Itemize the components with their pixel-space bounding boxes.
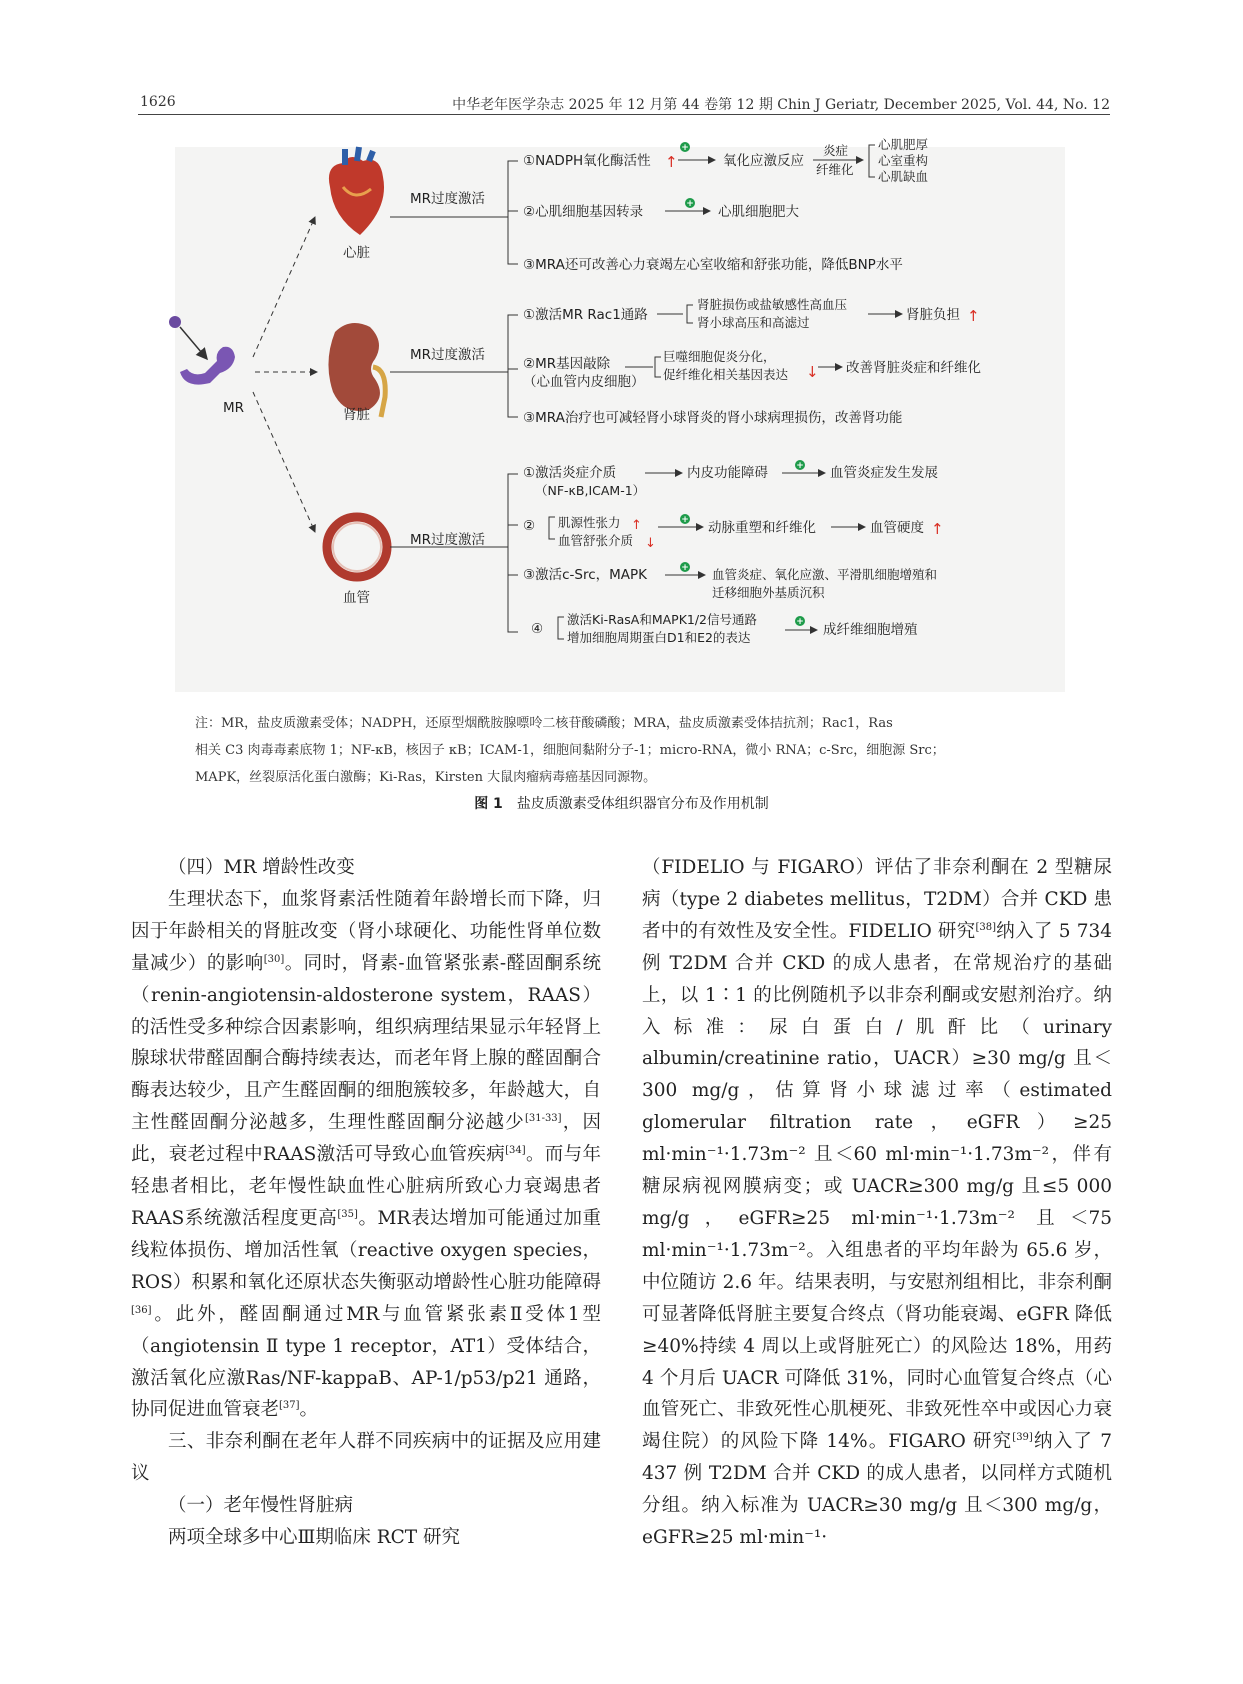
svg-text:血管炎症、氧化应激、平滑肌细胞增殖和: 血管炎症、氧化应激、平滑肌细胞增殖和 [712,567,938,582]
mr-label: MR [223,400,245,416]
figure-note: 注：MR，盐皮质激素受体；NADPH，还原型烟酰胺腺嘌呤二核苷酸磷酸；MRA，盐皮质激素受体拮抗剂；Rac1，Ras 相关 C3 肉毒毒素底物 1；NF-κB，核因子 κB；ICAM-1，细胞间黏附分子-1；micro-RNA，微小 RNA；c-Src，细胞源 Src； MAPK，丝裂原活化蛋白激酶；Ki-Ras，Kirsten 大鼠肉瘤病毒癌基因同源物。 [195,716,945,785]
heart-path-2: ②心肌细胞基因转录 [523,204,644,220]
svg-text:心肌肥厚: 心肌肥厚 [878,137,929,152]
left-column [131,852,601,1554]
heart-path-2-out: 心肌细胞肥大 [718,204,799,220]
heart-path-3: ③MRA还可改善心力衰竭左心室收缩和舒张功能，降低BNP水平 [523,257,903,273]
svg-text:肾小球高压和高滤过: 肾小球高压和高滤过 [697,315,810,330]
svg-text:促纤维化相关基因表达: 促纤维化相关基因表达 [663,367,789,382]
svg-text:巨噬细胞促炎分化，: 巨噬细胞促炎分化， [663,349,776,364]
right-column [642,852,1112,1554]
heart-label: 心脏 [343,245,370,261]
figure-caption: 图 1 盐皮质激素受体组织器官分布及作用机制 [474,796,769,812]
paragraph: （FIDELIO 与 FIGARO）评估了非奈利酮在 2 型糖尿病（type 2 diabetes mellitus，T2DM）合并 CKD 患者中的有效性及安全性。FIDELIO 研究[38]纳入了 5 734 例 T2DM 合并 CKD 的成人患者，在常规治疗的基础上，以 1∶1 的比例随机予以非奈利酮或安慰剂治疗。纳入标准：尿白蛋白/肌酐比（urinary albumin/creatinine ratio，UACR）≥30 mg/g 且＜300 mg/g，估算肾小球滤过率（estimated glomerular filtration rate，eGFR）≥25 ml·min⁻¹·1.73m⁻² 且＜60 ml·min⁻¹·1.73m⁻²，伴有糖尿病视网膜病变；或 UACR≥300 mg/g 且≤5 000 mg/g，eGFR≥25 ml·min⁻¹·1.73m⁻² 且＜75 ml·min⁻¹·1.73m⁻²。入组患者的平均年龄为 65.6 岁，中位随访 2.6 年。结果表明，与安慰剂组相比，非奈利酮可显著降低肾脏主要复合终点（肾功能衰竭、eGFR 降低≥40%持续 4 周以上或肾脏死亡）的风险达 18%，用药 4 个月后 UACR 可降低 31%，同时心血管复合终点（心血管死亡、非致死性心肌梗死、非致死性卒中或因心力衰竭住院）的风险下降 14%。FIGARO 研究[39]纳入了 7 437 例 T2DM 合并 CKD 的成人患者，以同样方式随机分组。纳入标准为 UACR≥30 mg/g 且＜300 mg/g，eGFR≥25 ml·min⁻¹· [642,857,1113,1549]
svg-text:↑: ↑ [665,153,678,171]
kidney-label: 肾脏 [343,407,370,423]
svg-text:（心血管内皮细胞）: （心血管内皮细胞） [523,374,645,390]
kidney-path-1: ①激活MR Rac1通路 [523,307,648,323]
vessel-label: 血管 [343,590,370,606]
kidney-path-3: ③MRA治疗也可减轻肾小球肾炎的肾小球病理损伤，改善肾功能 [523,410,903,426]
mr-receptor-icon [169,316,235,385]
figure-1 [175,137,1065,692]
subsection-heading-ckd: （一）老年慢性肾脏病 [168,1495,354,1517]
svg-text:↓: ↓ [645,536,656,551]
svg-text:激活Ki-RasA和MAPK1/2信号通路: 激活Ki-RasA和MAPK1/2信号通路 [567,612,758,627]
paragraph: 两项全球多中心Ⅲ期临床 RCT 研究 [168,1527,461,1549]
svg-text:↑: ↑ [631,518,642,533]
svg-text:+: + [681,563,689,573]
kidney-activation: MR过度激活 [410,347,486,363]
heart-path-1: ①NADPH氧化酶活性 [523,153,651,169]
svg-text:肾脏损伤或盐敏感性高血压: 肾脏损伤或盐敏感性高血压 [697,297,848,312]
svg-text:增加细胞周期蛋白D1和E2的表达: 增加细胞周期蛋白D1和E2的表达 [567,630,751,645]
vessel-path-4-out: 成纤维细胞增殖 [823,622,918,638]
paragraph: 生理状态下，血浆肾素活性随着年龄增长而下降，归因于年龄相关的肾脏改变（肾小球硬化、功能性肾单位数量减少）的影响[30]。同时，肾素-血管紧张素-醛固酮系统（renin-angiotensin-aldosterone system，RAAS）的活性受多种综合因素影响，组织病理结果显示年轻肾上腺球状带醛固酮合酶持续表达，而老年肾上腺的醛固酮合酶表达较少，且产生醛固酮的细胞簇较多，年龄越大，自主性醛固酮分泌越多，生理性醛固酮分泌越少[31-33]，因此，衰老过程中RAAS激活可导致心血管疾病[34]。而与年轻患者相比，老年慢性缺血性心脏病所致心力衰竭患者RAAS系统激活程度更高[35]。MR表达增加可能通过加重线粒体损伤、增加活性氧（reactive oxygen species，ROS）积累和氧化还原状态失衡驱动增龄性心脏功能障碍[36]。此外，醛固酮通过MR与血管紧张素Ⅱ受体1型（angiotensin Ⅱ type 1 receptor，AT1）受体结合，激活氧化应激Ras/NF-kappaB、AP-1/p53/p21 通路，协同促进血管衰老[37]。 [131,888,602,1421]
heart-icon [329,147,384,235]
svg-text:肌源性张力: 肌源性张力 [558,515,621,530]
svg-text:炎症: 炎症 [823,143,849,158]
vessel-path-2-mid: 动脉重塑和纤维化 [708,520,816,536]
vessel-path-2-out: 血管硬度 [870,520,924,536]
svg-text:血管舒张介质: 血管舒张介质 [558,533,634,548]
vessel-activation: MR过度激活 [410,532,486,548]
heart-path-1-mid: 氧化应激反应 [723,153,804,169]
svg-text:心肌缺血: 心肌缺血 [878,169,929,184]
svg-text:迁移细胞外基质沉积: 迁移细胞外基质沉积 [712,585,825,600]
svg-text:纤维化: 纤维化 [816,162,854,177]
kidney-path-2-out: 改善肾脏炎症和纤维化 [846,360,981,376]
svg-text:+: + [796,617,804,627]
svg-text:+: + [686,199,694,209]
svg-text:↓: ↓ [806,363,819,381]
vessel-path-1: ①激活炎症介质 [523,465,617,481]
vessel-path-3: ③激活c-Src，MAPK [523,567,648,583]
svg-text:+: + [796,461,804,471]
kidney-icon [328,323,385,417]
svg-text:④: ④ [531,621,544,637]
heart-activation: MR过度激活 [410,191,486,207]
svg-text:↑: ↑ [967,307,980,325]
journal-citation: 中华老年医学杂志 2025 年 12 月第 44 卷第 12 期 Chin J Geriatr, December 2025, Vol. 44, No. 12 [452,97,1110,113]
section-heading-mr-aging: （四）MR 增龄性改变 [168,857,355,878]
vessel-icon [327,517,387,577]
svg-text:（NF-κB,ICAM-1）: （NF-κB,ICAM-1） [535,483,646,498]
vessel-path-1-out: 血管炎症发生发展 [830,465,938,481]
svg-text:②: ② [523,518,536,534]
section-heading-finerenone: 三、非奈利酮在老年人群不同疾病中的证据及应用建议 [131,1431,601,1485]
svg-text:心室重构: 心室重构 [878,153,929,168]
kidney-path-2: ②MR基因敲除 [523,356,611,372]
svg-text:+: + [681,515,689,525]
header-rule [138,114,1110,115]
page-number: 1626 [140,94,176,110]
vessel-path-1-mid: 内皮功能障碍 [687,465,768,481]
svg-text:+: + [681,143,689,153]
svg-text:↑: ↑ [931,520,944,538]
kidney-path-1-out: 肾脏负担 [906,307,960,323]
